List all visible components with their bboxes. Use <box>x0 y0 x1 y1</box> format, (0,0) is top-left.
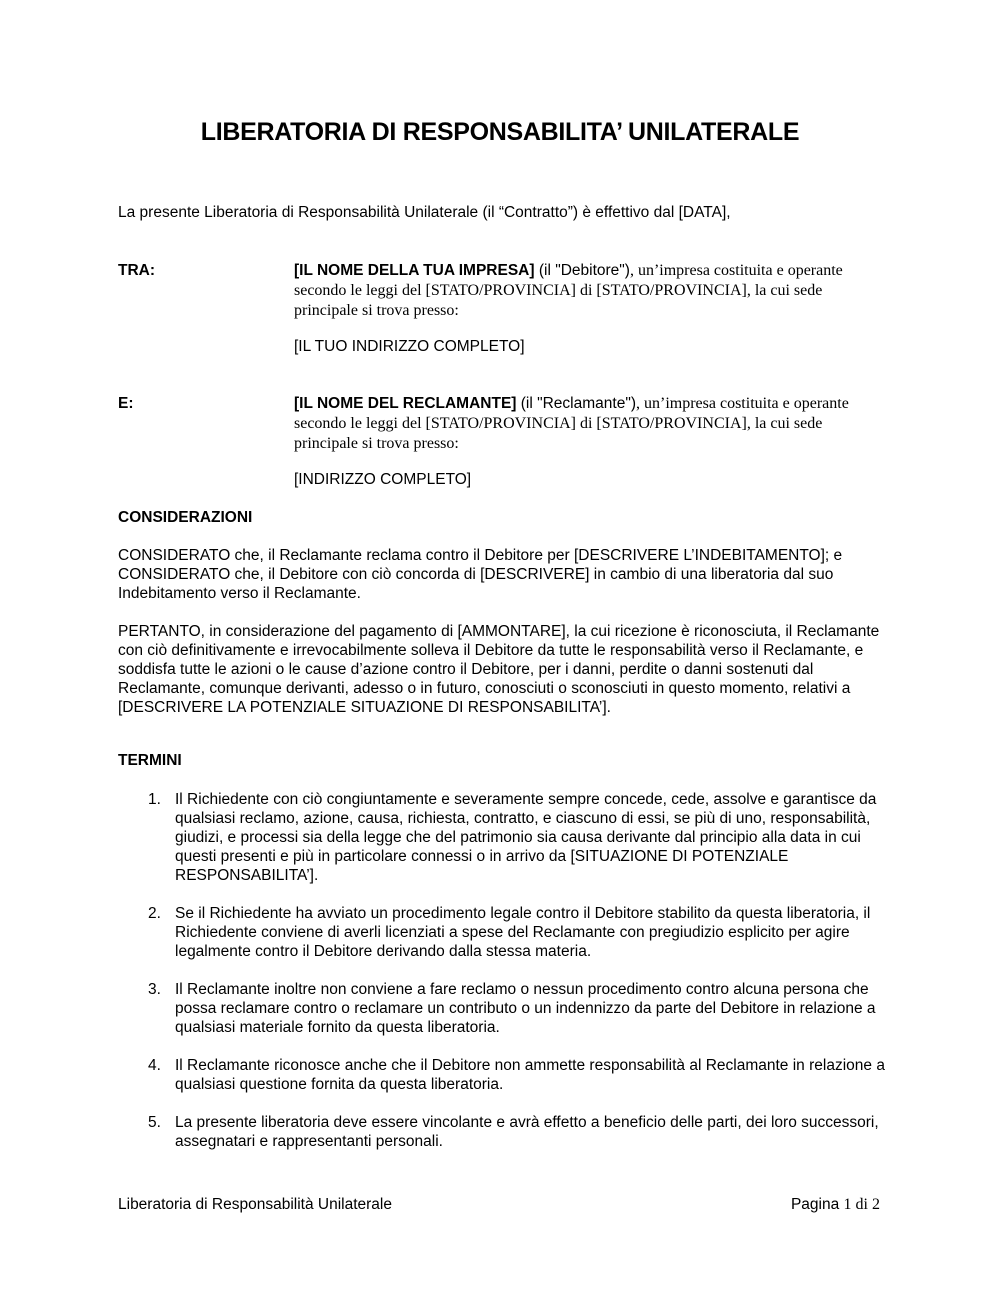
page-of: di <box>851 1196 872 1213</box>
debtor-role: (il "Debitore") <box>534 262 630 279</box>
page-footer <box>118 1196 880 1214</box>
term-text: Il Reclamante inoltre non conviene a fare reclamo o nessun procedimento contro alcuna persona che possa reclamare contro o reclamare un contributo o un indennizzo da parte del Debitore in relazione a qualsiasi materiale fornito da questa liberatoria. <box>175 981 876 1036</box>
debtor-name: [IL NOME DELLA TUA IMPRESA] <box>294 262 535 279</box>
footer-document-name: Liberatoria di Responsabilità Unilaterale <box>118 1196 392 1213</box>
claimant-address: [INDIRIZZO COMPLETO] <box>294 471 472 488</box>
page-label: Pagina <box>790 1196 844 1213</box>
page-current: 1 <box>843 1196 852 1213</box>
term-item <box>118 790 888 885</box>
term-text: Il Reclamante riconosce anche che il Debitore non ammette responsabilità al Reclamante in relazione a qualsiasi questione fornita da questa liberatoria. <box>175 1057 885 1093</box>
party-block-debtor <box>294 261 884 321</box>
party-label-tra: TRA: <box>118 262 156 279</box>
claimant-role: (il "Reclamante") <box>516 395 636 412</box>
party-label-e: E: <box>118 395 134 412</box>
considerations-heading: CONSIDERAZIONI <box>118 509 253 526</box>
term-item <box>118 980 888 1037</box>
terms-list <box>118 790 888 1170</box>
term-text: Il Richiedente con ciò congiuntamente e severamente sempre concede, cede, assolve e garantisce da qualsiasi reclamo, azione, causa, richiesta, contratto, e ciascuno di essi, se più di uno, responsabilità, giudizi, e processi sia della legge che del patrimonio sia causa derivante dal principio alla data in cui questi presenti e più in particolare connessi o in arrivo da [SITUAZIONE DI POTENZIALE RESPONSABILITA’]. <box>175 791 877 884</box>
term-item <box>118 1113 888 1151</box>
term-number: 1. <box>148 791 161 808</box>
considerations-paragraph-2: PERTANTO, in considerazione del pagamento di [AMMONTARE], la cui ricezione è riconosciuta, il Reclamante con ciò definitivamente e irrevocabilmente solleva il Debitore da tutte le responsabilità verso il Reclamante, e soddisfa tutte le azioni o le cause d’azione contro il Debitore, per i danni, perdite o danni sostenuti dal Reclamante, comunque derivanti, adesso o in futuro, conosciuti o sconosciuti in questo momento, relativi a [DESCRIVERE LA POTENZIALE SITUAZIONE DI RESPONSABILITA’]. <box>118 623 880 716</box>
debtor-description: , un’impresa costituita e operante secondo le leggi del [STATO/PROVINCIA] di [STATO/PROVINCIA], la cui sede principale si trova presso: <box>294 262 843 319</box>
term-number: 5. <box>148 1114 161 1131</box>
term-number: 2. <box>148 905 161 922</box>
terms-heading: TERMINI <box>118 752 182 769</box>
term-text: La presente liberatoria deve essere vincolante e avrà effetto a beneficio delle parti, dei loro successori, assegnatari e rappresentanti personali. <box>175 1114 879 1150</box>
document-title: LIBERATORIA DI RESPONSABILITA’ UNILATERALE <box>200 118 800 146</box>
page-total: 2 <box>872 1196 880 1213</box>
claimant-description: , un’impresa costituita e operante secondo le leggi del [STATO/PROVINCIA] di [STATO/PROVINCIA], la cui sede principale si trova presso: <box>294 395 849 452</box>
page-number <box>791 1196 880 1214</box>
considerations-paragraph-1: CONSIDERATO che, il Reclamante reclama contro il Debitore per [DESCRIVERE L’INDEBITAMENTO]; e CONSIDERATO che, il Debitore con ciò concorda di [DESCRIVERE] in cambio di una liberatoria dal suo Indebitamento verso il Reclamante. <box>118 547 843 602</box>
debtor-address: [IL TUO INDIRIZZO COMPLETO] <box>294 338 525 355</box>
term-text: Se il Richiedente ha avviato un procedimento legale contro il Debitore stabilito da questa liberatoria, il Richiedente conviene di averli licenziati a spese del Reclamante con pregiudizio esplicito per agire legalmente contro il Debitore derivando dalla stessa materia. <box>175 905 871 960</box>
claimant-name: [IL NOME DEL RECLAMANTE] <box>294 395 517 412</box>
party-block-claimant <box>294 394 884 454</box>
intro-paragraph: La presente Liberatoria di Responsabilità Unilaterale (il “Contratto”) è effettivo dal [DATA], <box>118 204 731 221</box>
term-number: 3. <box>148 981 161 998</box>
term-item <box>118 1056 888 1094</box>
term-number: 4. <box>148 1057 161 1074</box>
term-item <box>118 904 888 961</box>
